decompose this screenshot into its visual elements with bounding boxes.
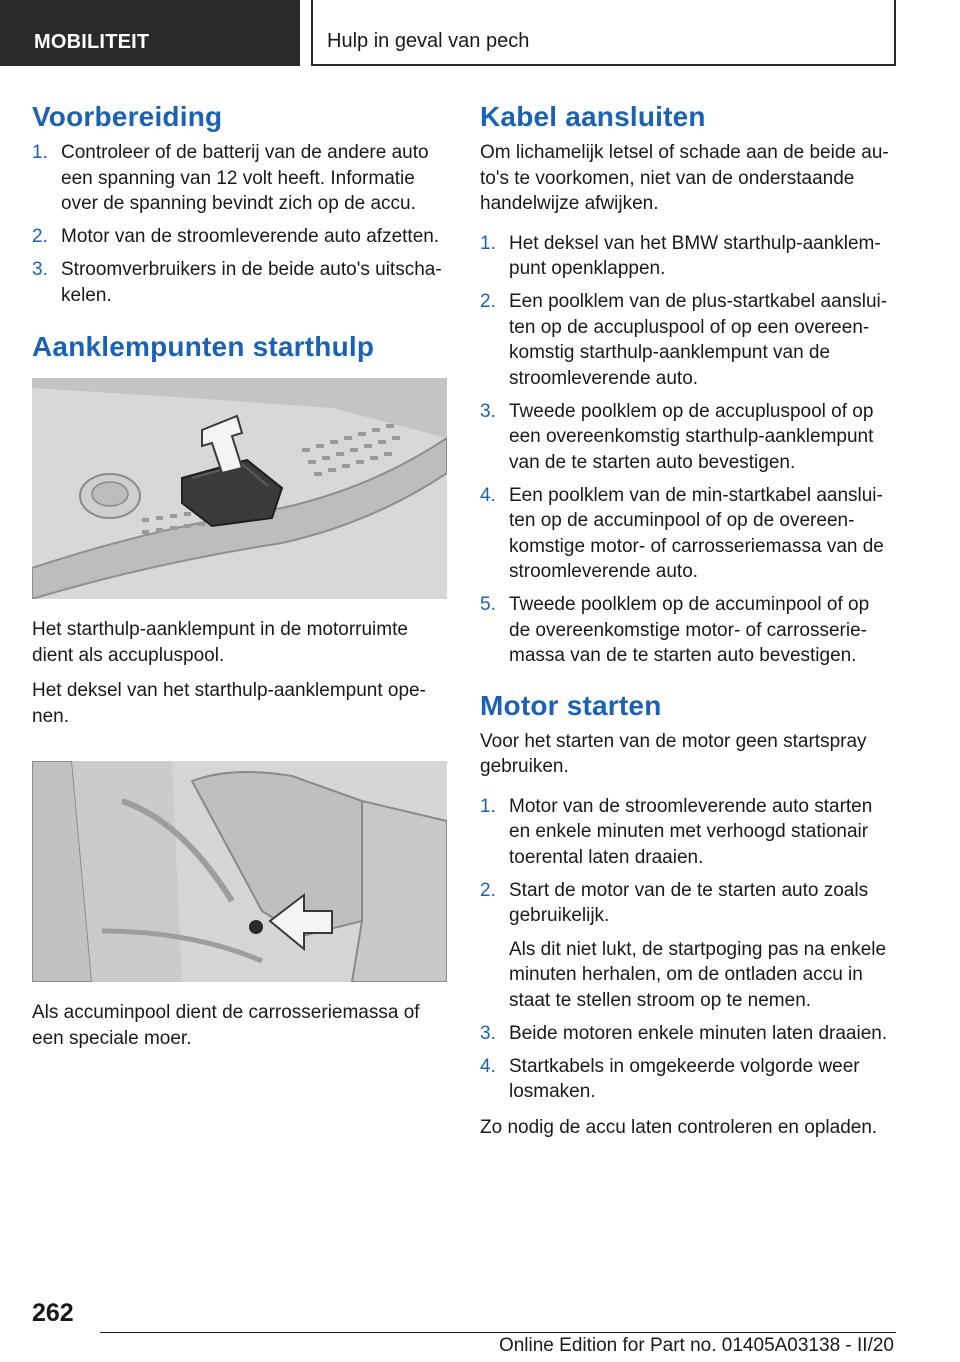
start-steps-list [480,794,890,1105]
step-text: Stroomverbruikers in de beide auto's uitschakelen. [61,259,442,306]
step-note: Als dit niet lukt, de startpoging pas na enkele minuten herhalen, om de ontladen accu in staat te stellen stroom op te nemen. [509,938,887,1011]
figure1-caption-1: Het starthulp-aanklempunt in de motorruimte dient als accupluspool. [32,619,408,666]
step-number: 1. [32,142,48,163]
step-number: 3. [32,259,48,280]
figure1-caption-2: Het deksel van het starthulp-aanklempunt openen. [32,680,426,727]
list-item [32,257,450,308]
footer-divider [100,1332,896,1333]
list-item [480,289,890,391]
list-item [480,231,890,282]
list-item [480,483,890,585]
engine-bay-figure-minus [32,761,447,982]
start-intro: Voor het starten van de motor geen startspray gebruiken. [480,730,867,777]
list-item [480,399,890,476]
step-text: Start de motor van de te starten auto zoals gebruikelijk. [509,879,869,926]
step-text: Tweede poolklem op de accuminpool of op de overeenkomstige motor- of carrosseriemassa van de te starten auto bevestigen. [509,594,870,666]
engine-bay-illustration [32,378,447,599]
step-number: 5. [480,594,496,615]
right-column [480,100,890,1150]
cable-intro: Om lichamelijk letsel of schade aan de beide auto's te voorkomen, niet van de onderstaande handelwijze afwijken. [480,142,889,214]
step-number: 1. [480,795,496,817]
heading-aanklempunten: Aanklempunten starthulp [32,331,375,362]
cable-steps-list [480,231,890,669]
edition-note: Online Edition for Part no. 01405A03138 - II/20 [498,1335,894,1356]
closing-note: Zo nodig de accu laten controleren en opladen. [480,1116,878,1138]
heading-motor-starten: Motor starten [480,689,662,721]
step-number: 2. [480,879,496,901]
step-text: Beide motoren enkele minuten laten draaien. [509,1022,888,1044]
step-text: Een poolklem van de min-startkabel aansluiten op de accuminpool of op de overeenkomstige motor- of carrosseriemassa van de stroomleverende auto. [509,484,884,582]
list-item [480,878,890,1014]
engine-bay-figure-plus [32,378,447,599]
step-number: 4. [480,1055,496,1077]
step-text: Startkabels in omgekeerde volgorde weer losmaken. [509,1055,860,1102]
list-item [480,794,890,871]
prep-steps-list [32,140,450,308]
topic-tab: Hulp in geval van pech [311,0,896,66]
step-number: 2. [480,291,496,312]
step-number: 3. [480,400,496,422]
list-item [480,592,890,669]
step-text: Motor van de stroomleverende auto starten en enkele minuten met verhoogd stationair toerental laten draaien. [509,795,873,868]
list-item [32,224,450,250]
section-tab: MOBILITEIT [0,0,300,66]
step-text: Controleer of de batterij van de andere auto een spanning van 12 volt heeft. Informatie over de spanning bevindt zich op de accu. [61,142,429,214]
step-number: 2. [32,226,48,247]
heading-kabel-aansluiten: Kabel aansluiten [480,101,706,132]
page-number: 262 [32,1299,74,1327]
left-column [32,100,450,1061]
step-number: 4. [480,484,496,506]
page-header [0,0,960,66]
list-item [32,140,450,217]
step-text: Een poolklem van de plus-startkabel aansluiten op de accupluspool of op een overeenkomstig starthulp-aanklempunt van de stroomleverende auto. [509,291,888,389]
heading-voorbereiding: Voorbereiding [32,101,223,132]
step-text: Het deksel van het BMW starthulp-aanklempunt openklappen. [509,232,881,279]
step-number: 1. [480,232,496,254]
step-number: 3. [480,1022,496,1044]
list-item [480,1054,890,1105]
engine-ground-illustration [32,761,447,982]
step-text: Motor van de stroomleverende auto afzetten. [61,226,440,247]
step-text: Tweede poolklem op de accupluspool of op een overeenkomstig starthulp-aanklempunt van de te starten auto bevestigen. [509,400,874,473]
figure2-caption: Als accuminpool dient de carrosseriemassa of een speciale moer. [32,1002,420,1049]
list-item [480,1021,890,1047]
